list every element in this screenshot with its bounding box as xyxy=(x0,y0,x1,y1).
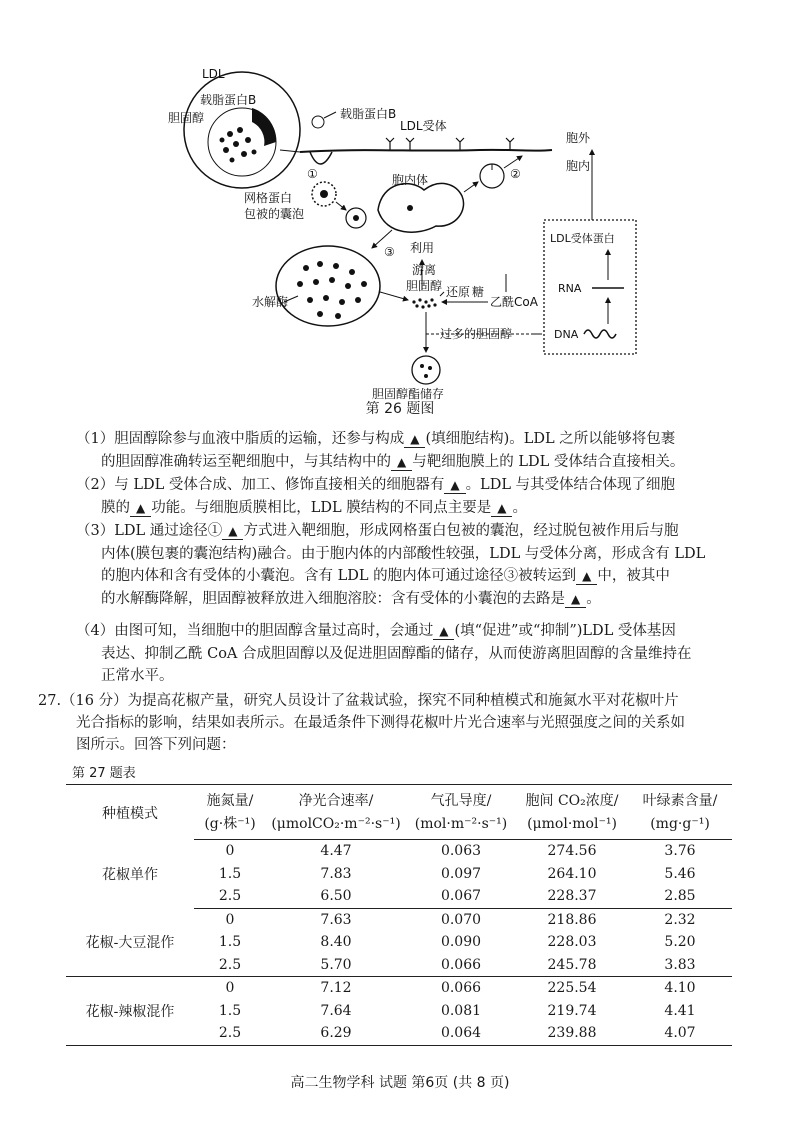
header-mode: 种植模式 xyxy=(66,785,194,840)
label-step2: ② xyxy=(510,167,521,181)
q26-part1: （1）胆固醇除参与血液中脂质的运输，还参与构成 ▲ (填细胞结构)。LDL 之所以能够将包裹 的胆固醇准确转运至靶细胞中，与其结构中的 ▲ 与靶细胞膜上的 LDL 受体结合直接相关。 xyxy=(76,431,685,470)
answer-blank[interactable]: ▲ xyxy=(404,431,425,448)
label-free-2: 胆固醇 xyxy=(406,279,443,293)
label-apob-on-ldl: 载脂蛋白B xyxy=(200,93,257,107)
ldl-pathway-diagram xyxy=(160,60,640,400)
q27-stem: 27.（16 分）为提高花椒产量，研究人员设计了盆栽试验，探究不同种植模式和施氮水平对花椒叶片 光合指标的影响，结果如表所示。在最适条件下测得花椒叶片光合速率与光照强度之间的关系如 图所示。回答下列问题： xyxy=(38,693,685,753)
unit-co2: (μmol·mol⁻¹) xyxy=(516,812,628,840)
label-inside: 胞内 xyxy=(566,159,591,173)
results-table xyxy=(66,784,732,1046)
label-step3: ③ xyxy=(384,245,395,259)
mode-cell: 花椒-大豆混作 xyxy=(66,908,194,977)
answer-blank[interactable]: ▲ xyxy=(130,500,151,517)
label-coated-vesicle-2: 包被的囊泡 xyxy=(244,207,305,221)
free-cholesterol-dots xyxy=(412,298,436,308)
header-co2: 胞间 CO₂浓度/ xyxy=(516,785,628,813)
label-rna: RNA xyxy=(558,282,582,295)
header-stomatal: 气孔导度/ xyxy=(406,785,516,813)
answer-blank[interactable]: ▲ xyxy=(491,500,512,517)
unit-chlorophyll: (mg·g⁻¹) xyxy=(628,812,732,840)
label-sugar: 糖 xyxy=(472,285,485,299)
label-use: 利用 xyxy=(410,241,435,255)
label-excess-cholesterol: 过多的胆固醇 xyxy=(440,327,513,341)
table-row: 1.5 8.40 0.090 228.03 5.20 xyxy=(218,934,696,951)
mode-cell: 花椒单作 xyxy=(102,866,158,883)
label-ldl: LDL xyxy=(202,67,225,81)
label-endosome: 胞内体 xyxy=(392,173,429,187)
cell-membrane xyxy=(300,150,552,152)
table-row: 花椒-大豆混作 0 7.63 0.070 218.86 2.32 xyxy=(66,908,732,931)
answer-blank[interactable]: ▲ xyxy=(433,623,454,640)
answer-blank[interactable]: ▲ xyxy=(391,454,412,471)
label-ldl-receptor: LDL受体 xyxy=(400,119,447,133)
figure-caption: 第 26 题图 xyxy=(365,401,435,417)
label-step1: ① xyxy=(307,167,318,181)
unit-stomatal: (mol·m⁻²·s⁻¹) xyxy=(406,812,516,840)
answer-blank[interactable]: ▲ xyxy=(565,591,586,608)
label-receptor-protein: LDL受体蛋白 xyxy=(550,232,615,245)
lysosome-contents xyxy=(297,261,367,319)
label-acetyl-coa: 乙酰CoA xyxy=(490,295,538,309)
label-coated-vesicle-1: 网格蛋白 xyxy=(244,191,293,205)
table-row: 2.5 6.29 0.064 239.88 4.07 xyxy=(66,1022,732,1045)
table-row: 1.5 7.83 0.097 264.10 5.46 xyxy=(218,865,696,882)
table-row: 2.5 6.50 0.067 228.37 2.85 xyxy=(66,885,732,908)
label-hydrolase: 水解酶 xyxy=(252,295,289,309)
header-nitrogen: 施氮量/ xyxy=(194,785,266,813)
endosome xyxy=(378,183,464,232)
mode-cell: 花椒-辣椒混作 xyxy=(66,977,194,1046)
table-row: 2.5 5.70 0.066 245.78 3.83 xyxy=(66,954,732,977)
answer-blank[interactable]: ▲ xyxy=(576,568,597,585)
label-storage: 胆固醇酯储存 xyxy=(372,387,445,400)
answer-blank[interactable]: ▲ xyxy=(222,523,243,540)
label-free-1: 游离 xyxy=(412,263,437,277)
page-footer: 高二生物学科 试题 第6页 (共 8 页) xyxy=(290,1075,510,1091)
answer-blank[interactable]: ▲ xyxy=(444,477,465,494)
label-apob-free: 载脂蛋白B xyxy=(340,107,397,121)
label-reduce: 还原 xyxy=(446,285,471,299)
q26-part2: （2）与 LDL 受体合成、加工、修饰直接相关的细胞器有 ▲ 。LDL 与其受体结合体现了细胞 膜的 ▲ 功能。与细胞质膜相比，LDL 膜结构的不同点主要是 ▲ 。 xyxy=(76,477,676,516)
label-outside: 胞外 xyxy=(566,131,591,145)
unit-photosynthesis: (μmolCO₂·m⁻²·s⁻¹) xyxy=(266,812,406,840)
table-title: 第 27 题表 xyxy=(72,766,136,781)
ldl-receptors xyxy=(386,138,514,150)
label-cholesterol: 胆固醇 xyxy=(168,111,205,125)
header-chlorophyll: 叶绿素含量/ xyxy=(628,785,732,813)
table-row: 1.5 7.64 0.081 219.74 4.41 xyxy=(218,1002,696,1019)
table-row: 花椒单作 0 4.47 0.063 274.56 3.76 xyxy=(66,840,732,863)
table-row: 花椒-辣椒混作 0 7.12 0.066 225.54 4.10 xyxy=(66,977,732,1000)
unit-nitrogen: (g·株⁻¹) xyxy=(194,812,266,840)
header-photosynthesis: 净光合速率/ xyxy=(266,785,406,813)
q26-part4: （4）由图可知，当细胞中的胆固醇含量过高时，会通过 ▲ (填“促进”或“抑制”)LDL 受体基因 表达、抑制乙酰 CoA 合成胆固醇以及促进胆固醇酯的储存，从而使游离胆固醇的含量维持在 正常水平。 xyxy=(76,623,692,684)
label-dna: DNA xyxy=(554,328,579,341)
q26-part3: （3）LDL 通过途径① ▲ 方式进入靶细胞，形成网格蛋白包被的囊泡，经过脱包被作用后与胞 内体(膜包裹的囊泡结构)融合。由于胞内体的内部酸性较强，LDL 与受体分离，形成含有 LDL 的胞内体和含有受体的小囊泡。含有 LDL 的胞内体可通过途径③被转运到 ▲ 中，被其中 的水解酶降解，胆固醇被释放进入细胞溶胶：含有受体的小囊泡的去路是 ▲ 。 xyxy=(76,523,706,607)
